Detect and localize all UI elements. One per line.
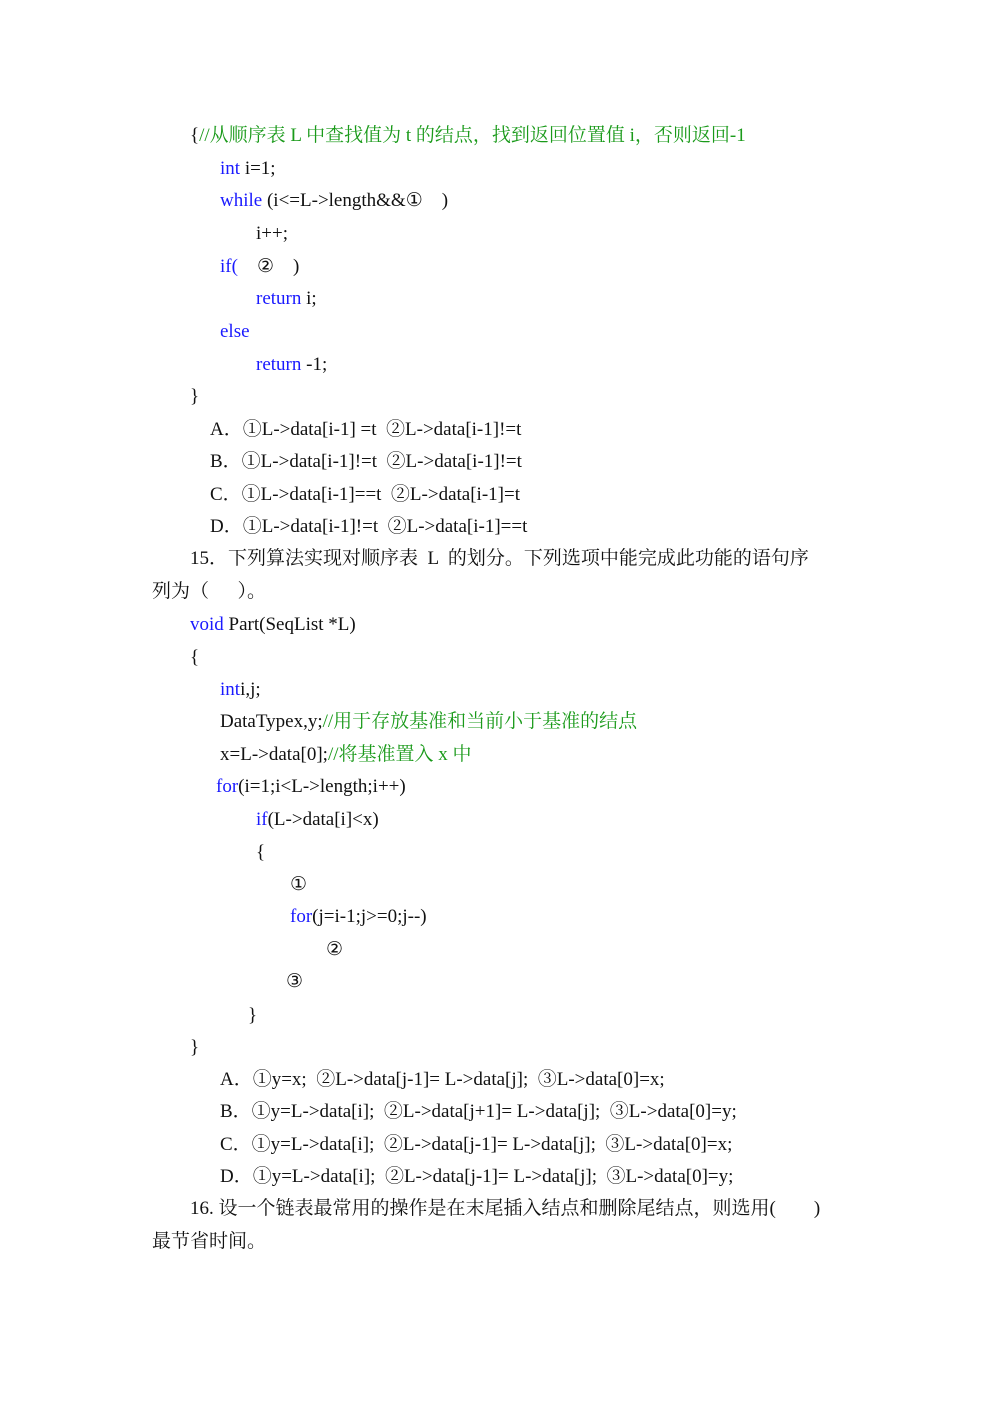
code-line-inc <box>256 222 288 246</box>
code-text: (i=1;i<L->length;i++) <box>238 776 406 797</box>
code-brace: { <box>256 842 266 863</box>
code-line-for <box>216 775 406 799</box>
code-line-blank3 <box>286 970 303 994</box>
code-line-datatype <box>220 710 637 734</box>
code-keyword: if <box>256 809 268 830</box>
code-keyword: void <box>190 614 224 635</box>
option-a: A．①y=x; ②L->data[j-1]= L->data[j]; ③L->data[0]=x; <box>220 1069 665 1090</box>
code-comment: //将基准置入 x 中 <box>327 744 472 765</box>
code-text: i++; <box>256 223 288 244</box>
option-c: C．①y=L->data[i]; ②L->data[j-1]= L->data[j]; ③L->data[0]=x; <box>220 1134 733 1155</box>
code-text: Part(SeqList *L) <box>223 614 356 635</box>
code-line-func <box>190 613 356 637</box>
code-keyword: int <box>220 158 241 179</box>
code-text: i,j; <box>240 679 261 700</box>
code-line-inner-open <box>256 841 265 865</box>
question-16-line1: 16. 设一个链表最常用的操作是在末尾插入结点和删除尾结点，则选用( ) <box>190 1198 821 1219</box>
code-text: i=1; <box>240 158 276 179</box>
code-blank: ① <box>290 874 308 895</box>
code-brace: } <box>190 386 200 407</box>
code-line-if <box>220 255 299 279</box>
code-comment: //用于存放基准和当前小于基准的结点 <box>322 711 638 732</box>
code-line-for2 <box>290 905 427 929</box>
option-b: B．①y=L->data[i]; ②L->data[j+1]= L->data[j]; ③L->data[0]=y; <box>220 1101 737 1122</box>
question-15-line1: 15．下列算法实现对顺序表 L 的划分。下列选项中能完成此功能的语句序 <box>190 548 809 569</box>
code-text: x=L->data[0]; <box>220 744 328 765</box>
code-blank: ② <box>326 939 344 960</box>
code-comment: //从顺序表 L 中查找值为 t 的结点，找到返回位置值 i，否则返回-1 <box>199 125 746 146</box>
code-brace: } <box>190 1037 200 1058</box>
code-line-int <box>220 678 261 702</box>
code-keyword: for <box>290 906 313 927</box>
code-text: (i<=L->length&&① ) <box>262 190 449 211</box>
code-text: -1; <box>301 354 328 375</box>
code-line-if <box>256 808 379 832</box>
code-brace: { <box>190 647 200 668</box>
code-keyword: for <box>216 776 239 797</box>
code-brace: } <box>248 1005 258 1026</box>
option-a: A．①L->data[i-1] =t ②L->data[i-1]!=t <box>210 419 522 440</box>
option-b: B．①L->data[i-1]!=t ②L->data[i-1]!=t <box>210 451 522 472</box>
code-line-brace-close <box>190 385 199 409</box>
code-text: DataTypex,y; <box>220 711 323 732</box>
question-16-line2: 最节省时间。 <box>152 1231 267 1252</box>
code-line-brace-open <box>190 646 199 670</box>
code-text: ② ) <box>237 256 300 277</box>
option-d: D．①L->data[i-1]!=t ②L->data[i-1]==t <box>210 516 528 537</box>
code-keyword: return <box>256 354 302 375</box>
code-blank: ③ <box>286 971 304 992</box>
code-brace: { <box>190 125 200 146</box>
code-line-int <box>220 157 276 181</box>
code-keyword: if( <box>220 256 238 277</box>
code-line-inner-close <box>248 1004 257 1028</box>
question-15-line2: 列为（ ）。 <box>152 581 267 602</box>
code-keyword: while <box>220 190 263 211</box>
code-line-assign <box>220 743 472 767</box>
code-line-while <box>220 189 448 213</box>
code-keyword: else <box>220 321 250 342</box>
code-line-return <box>256 287 317 311</box>
code-line-brace-close <box>190 1036 199 1060</box>
code-line-return <box>256 353 327 377</box>
code-keyword: int <box>220 679 241 700</box>
code-text: (j=i-1;j>=0;j--) <box>312 906 427 927</box>
code-line-brace-open <box>190 124 746 148</box>
code-line-blank1 <box>290 873 307 897</box>
option-d: D．①y=L->data[i]; ②L->data[j-1]= L->data[j]; ③L->data[0]=y; <box>220 1166 734 1187</box>
code-text: (L->data[i]<x) <box>267 809 379 830</box>
code-line-else <box>220 320 250 344</box>
code-text: i; <box>301 288 317 309</box>
option-c: C．①L->data[i-1]==t ②L->data[i-1]=t <box>210 484 520 505</box>
code-keyword: return <box>256 288 302 309</box>
code-line-blank2 <box>326 938 343 962</box>
